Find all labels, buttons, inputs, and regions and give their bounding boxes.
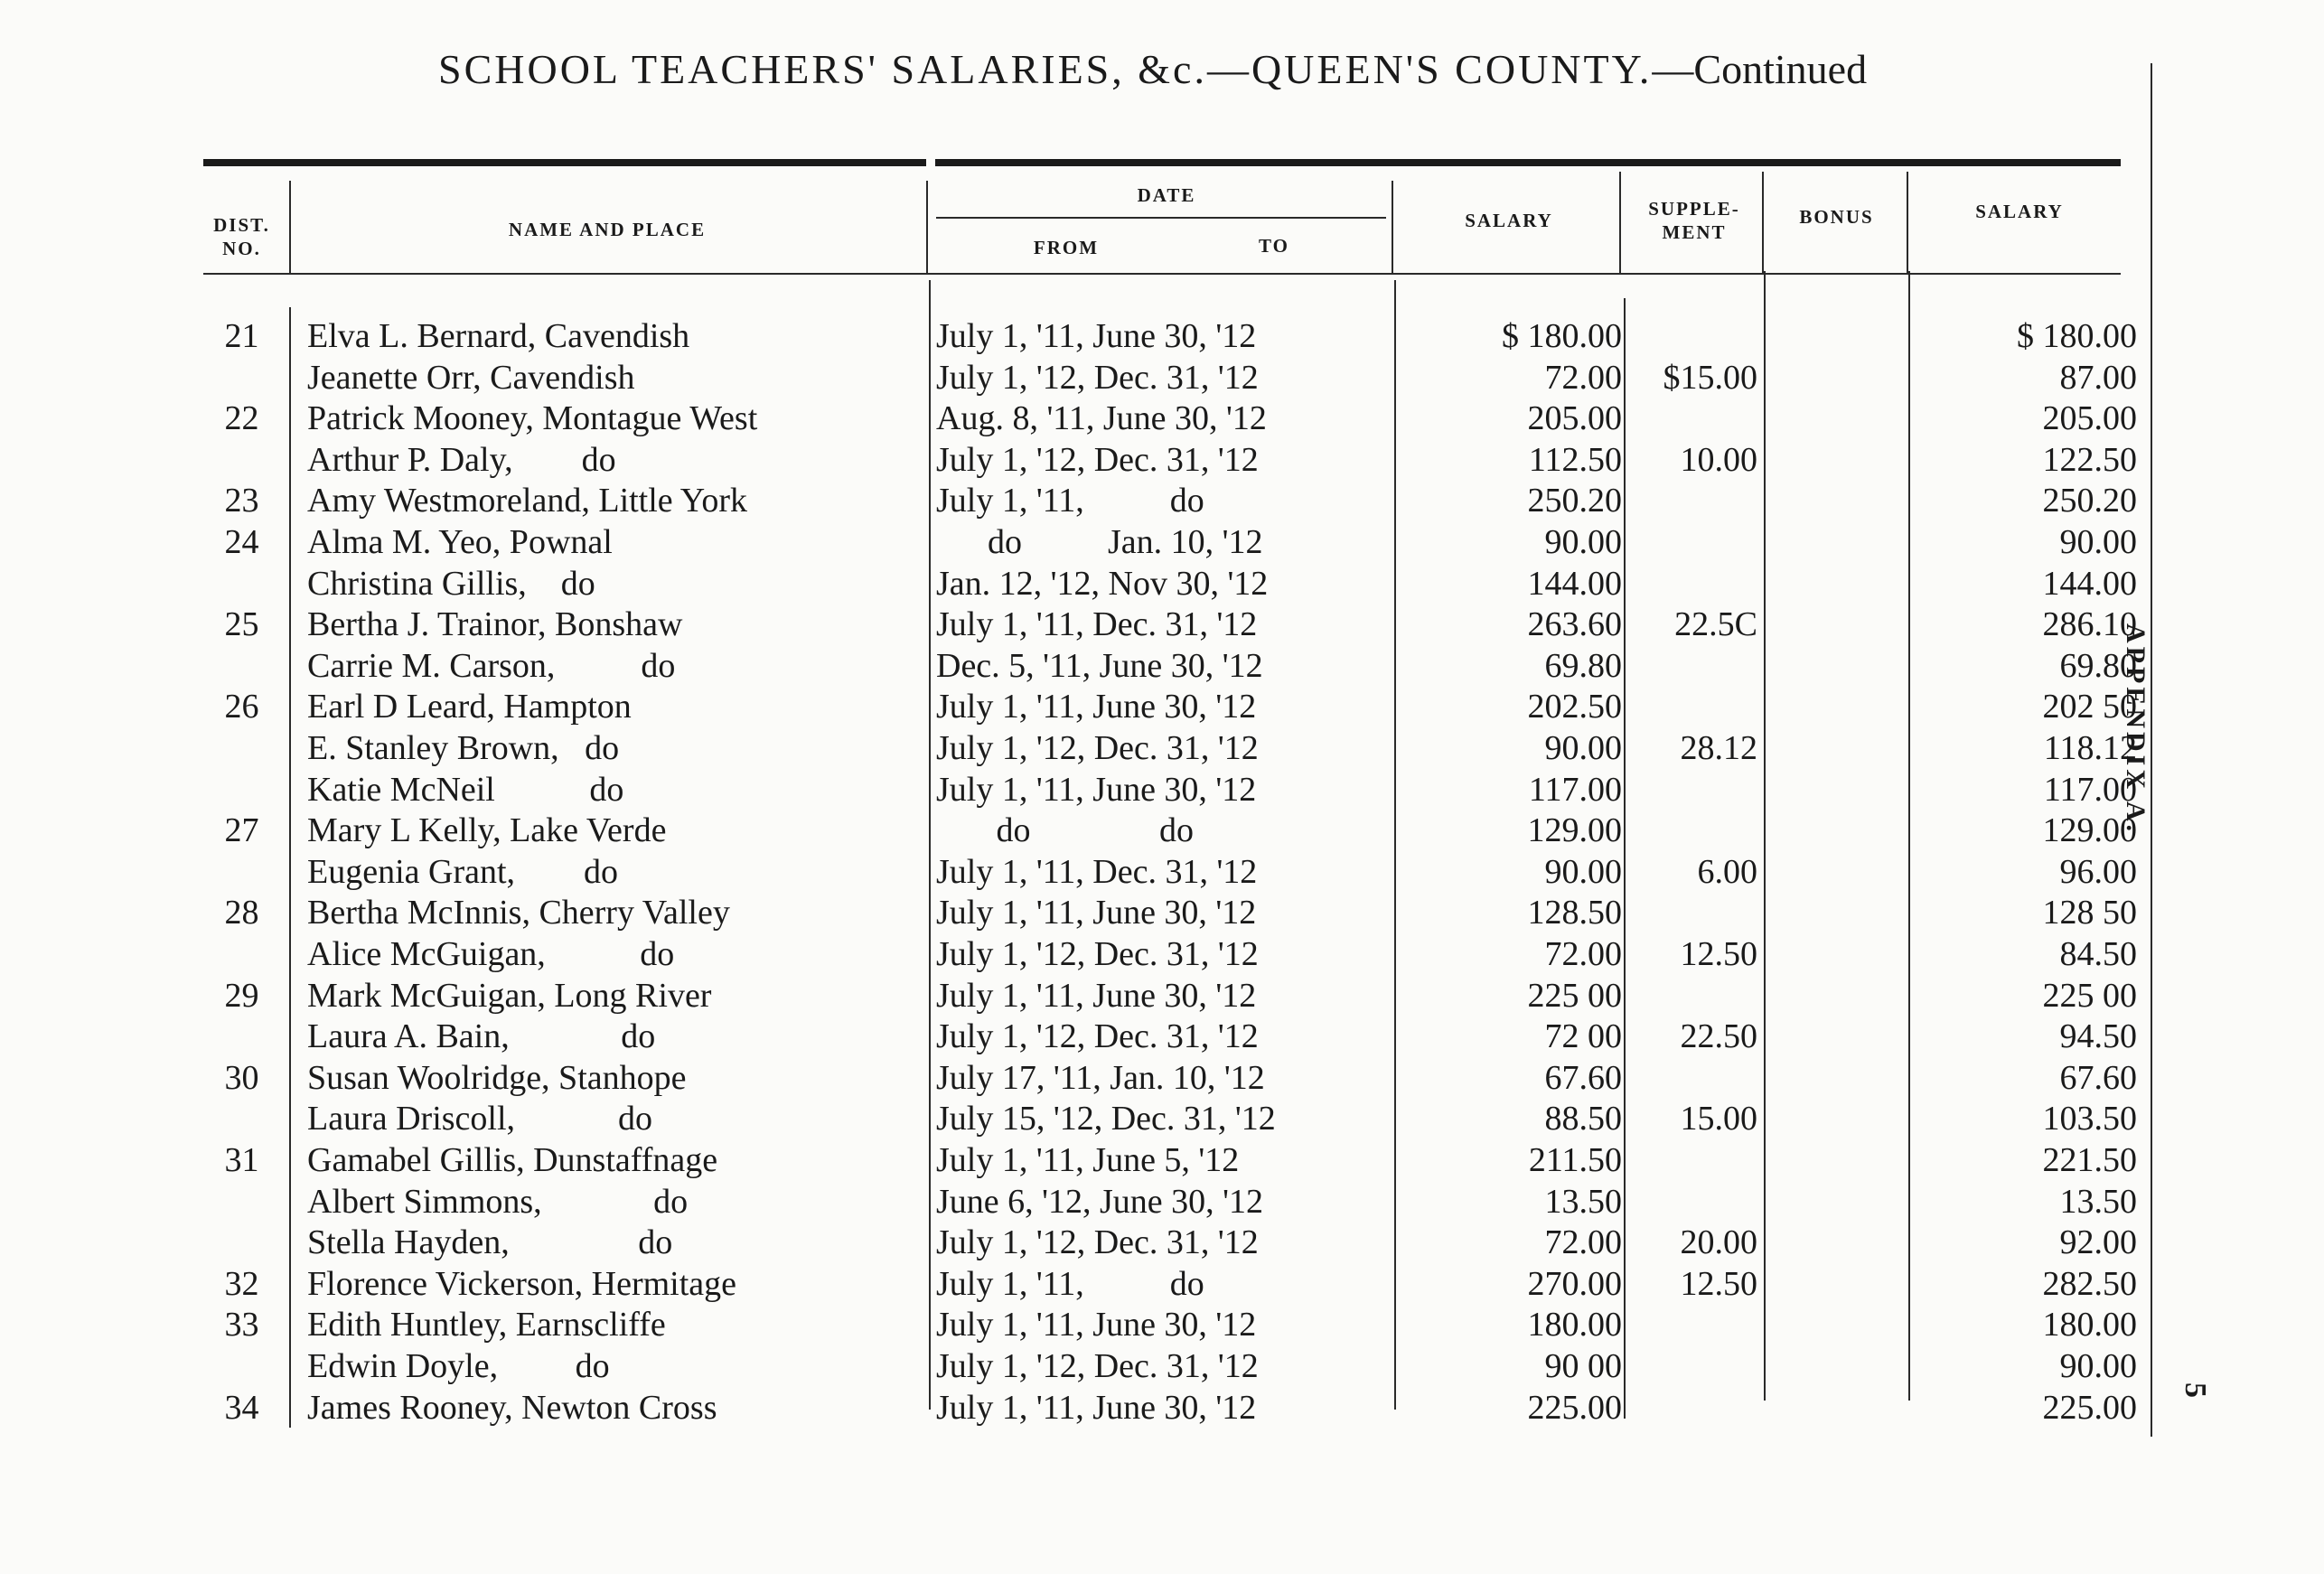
top-rule-right [935,159,2121,166]
total-salary-amount: 92.00 [2059,1223,2137,1262]
header-supplement [1626,197,1762,244]
table-row [0,1182,2324,1223]
date-range: July 1, '12, Dec. 31, '12 [936,935,1259,973]
supplement-amount: 22.5C [1674,605,1757,644]
supplement-amount: 12.50 [1680,1264,1757,1303]
hdr-sep-dist [289,181,291,273]
date-range: July 1, '11, do [936,482,1204,520]
date-range: July 1, '12, Dec. 31, '12 [936,1223,1259,1262]
date-range: July 1, '12, Dec. 31, '12 [936,1347,1259,1385]
total-salary-amount: 103.50 [2042,1100,2137,1138]
total-salary-amount: 67.60 [2059,1058,2137,1097]
table-row [0,852,2324,893]
salary-amount: 117.00 [1528,770,1622,809]
salary-amount: 72 00 [1544,1017,1622,1056]
teacher-name-place: Albert Simmons, do [307,1182,689,1221]
header-supplement-line2: MENT [1662,221,1727,243]
teacher-name-place: Bertha J. Trainor, Bonshaw [307,605,683,644]
title-main: SCHOOL TEACHERS' SALARIES, &c.—QUEEN'S COUNTY. [438,46,1653,92]
header-salary: SALARY [1465,210,1553,231]
table-row [0,893,2324,933]
salary-amount: 90.00 [1544,729,1622,767]
table-row [0,1099,2324,1139]
dist-number: 23 [224,482,259,520]
total-salary-amount: 69.80 [2059,646,2137,685]
salary-amount: 90.00 [1544,852,1622,891]
header-dist-no [203,213,280,260]
teacher-name-place: Mary L Kelly, Lake Verde [307,811,667,850]
teacher-name-place: Patrick Mooney, Montague West [307,399,758,438]
total-salary-amount: 128 50 [2042,894,2137,932]
teacher-name-place: E. Stanley Brown, do [307,729,620,767]
date-range: July 1, '11, June 30, '12 [936,894,1257,932]
date-range: July 1, '12, Dec. 31, '12 [936,729,1259,767]
header-bottom-rule [203,273,2121,275]
dist-number: 25 [224,605,259,644]
total-salary-amount: 225.00 [2042,1388,2137,1427]
table-row [0,1346,2324,1387]
salary-amount: 13.50 [1544,1182,1622,1221]
date-range: July 1, '11, June 30, '12 [936,317,1257,355]
table-row [0,728,2324,769]
total-salary-amount: 122.50 [2042,440,2137,479]
dist-number: 32 [224,1264,259,1303]
salary-amount: 202.50 [1527,688,1622,726]
header-bonus: BONUS [1799,206,1874,228]
dist-number: 21 [224,317,259,355]
total-salary-amount: 90.00 [2059,1347,2137,1385]
table-row [0,1264,2324,1305]
salary-amount: 211.50 [1528,1141,1622,1179]
table-row [0,687,2324,727]
supplement-amount: 10.00 [1680,440,1757,479]
salary-amount: 72.00 [1544,935,1622,973]
date-range: Jan. 12, '12, Nov 30, '12 [936,564,1269,603]
teacher-name-place: Elva L. Bernard, Cavendish [307,317,690,355]
dist-number: 26 [224,688,259,726]
supplement-amount: $15.00 [1663,358,1757,397]
salary-amount: 69.80 [1544,646,1622,685]
date-range: July 1, '11, June 30, '12 [936,688,1257,726]
salary-amount: 90 00 [1544,1347,1622,1385]
total-salary-amount: 250.20 [2042,482,2137,520]
dist-number: 27 [224,811,259,850]
table-row [0,1388,2324,1429]
salary-amount: 180.00 [1527,1306,1622,1344]
teacher-name-place: Gamabel Gillis, Dunstaffnage [307,1141,718,1179]
date-range: July 1, '12, Dec. 31, '12 [936,358,1259,397]
dist-number: 28 [224,894,259,932]
table-row [0,1140,2324,1181]
salary-amount: 112.50 [1528,440,1622,479]
table-row [0,440,2324,481]
total-salary-amount: 90.00 [2059,523,2137,561]
total-salary-amount: $ 180.00 [2017,317,2137,355]
total-salary-amount: 13.50 [2059,1182,2137,1221]
header-date: DATE [1137,184,1196,206]
teacher-name-place: Alice McGuigan, do [307,935,675,973]
teacher-name-place: Carrie M. Carson, do [307,646,676,685]
date-range: July 15, '12, Dec. 31, '12 [936,1100,1276,1138]
salary-amount: 205.00 [1527,399,1622,438]
hdr-sep-name [926,181,928,273]
total-salary-amount: 225 00 [2042,976,2137,1015]
total-salary-amount: 87.00 [2059,358,2137,397]
salary-amount: 270.00 [1527,1264,1622,1303]
teacher-name-place: Bertha McInnis, Cherry Valley [307,894,730,932]
teacher-name-place: Amy Westmoreland, Little York [307,482,748,520]
supplement-amount: 12.50 [1680,935,1757,973]
date-range: do do [936,811,1194,850]
date-range: do Jan. 10, '12 [936,523,1263,561]
header-dist-line1: DIST. [213,214,270,236]
total-salary-amount: 282.50 [2042,1264,2137,1303]
total-salary-amount: 84.50 [2059,935,2137,973]
table-row [0,934,2324,975]
date-range: July 1, '11, June 30, '12 [936,1388,1257,1427]
dist-number: 34 [224,1388,259,1427]
table-row [0,481,2324,521]
header-name-place: NAME AND PLACE [508,219,707,240]
teacher-name-place: Florence Vickerson, Hermitage [307,1264,737,1303]
total-salary-amount: 180.00 [2042,1306,2137,1344]
salary-amount: 250.20 [1527,482,1622,520]
table-row [0,564,2324,604]
hdr-sep-salary [1619,172,1621,273]
salary-amount: 128.50 [1527,894,1622,932]
date-range: Dec. 5, '11, June 30, '12 [936,646,1263,685]
date-range: June 6, '12, June 30, '12 [936,1182,1264,1221]
salary-amount: 88.50 [1544,1100,1622,1138]
dist-number: 22 [224,399,259,438]
salary-amount: 67.60 [1544,1058,1622,1097]
table-row [0,976,2324,1017]
total-salary-amount: 221.50 [2042,1141,2137,1179]
header-dist-line2: NO. [222,238,261,259]
date-range: July 1, '11, do [936,1264,1204,1303]
teacher-name-place: Edith Huntley, Earnscliffe [307,1306,666,1344]
date-range: July 1, '11, Dec. 31, '12 [936,852,1258,891]
title-continued: —Continued [1652,46,1868,92]
hdr-sep-bonus [1907,172,1908,273]
teacher-name-place: Stella Hayden, do [307,1223,673,1262]
teacher-name-place: Earl D Leard, Hampton [307,688,632,726]
teacher-name-place: Susan Woolridge, Stanhope [307,1058,687,1097]
teacher-name-place: Edwin Doyle, do [307,1347,610,1385]
header-supplement-line1: SUPPLE- [1648,198,1740,220]
total-salary-amount: 117.00 [2043,770,2137,809]
appendix-label: APPENDIX A. [2121,623,2151,836]
total-salary-amount: 144.00 [2042,564,2137,603]
table-row [0,522,2324,563]
date-range: Aug. 8, '11, June 30, '12 [936,399,1267,438]
hdr-sep-date [1392,181,1393,273]
teacher-name-place: Laura Driscoll, do [307,1100,653,1138]
table-row [0,604,2324,645]
date-range: July 1, '11, Dec. 31, '12 [936,605,1258,644]
dist-number: 33 [224,1306,259,1344]
table-row [0,398,2324,439]
page-title [438,45,1920,93]
date-range: July 1, '11, June 30, '12 [936,1306,1257,1344]
total-salary-amount: 129.00 [2042,811,2137,850]
date-range: July 1, '11, June 30, '12 [936,976,1257,1015]
total-salary-amount: 205.00 [2042,399,2137,438]
dist-number: 24 [224,523,259,561]
table-row [0,1305,2324,1345]
salary-amount: 129.00 [1527,811,1622,850]
hdr-sep-supp [1762,172,1764,273]
top-rule-left [203,159,926,166]
date-range: July 1, '11, June 30, '12 [936,770,1257,809]
supplement-amount: 15.00 [1680,1100,1757,1138]
date-range: July 1, '12, Dec. 31, '12 [936,1017,1259,1056]
table-row [0,1017,2324,1057]
salary-amount: 72.00 [1544,1223,1622,1262]
salary-amount: 72.00 [1544,358,1622,397]
table-row [0,810,2324,851]
salary-amount: $ 180.00 [1502,317,1622,355]
supplement-amount: 28.12 [1680,729,1757,767]
supplement-amount: 6.00 [1697,852,1757,891]
total-salary-amount: 96.00 [2059,852,2137,891]
page-number: 5 [2179,1382,2212,1398]
header-total-salary: SALARY [1975,201,2064,222]
teacher-name-place: Jeanette Orr, Cavendish [307,358,635,397]
date-underline [936,217,1386,219]
teacher-name-place: Eugenia Grant, do [307,852,619,891]
dist-number: 30 [224,1058,259,1097]
teacher-name-place: James Rooney, Newton Cross [307,1388,717,1427]
salary-amount: 144.00 [1527,564,1622,603]
salary-amount: 225.00 [1527,1388,1622,1427]
total-salary-amount: 94.50 [2059,1017,2137,1056]
header-from: FROM [1033,237,1100,258]
table-row [0,646,2324,687]
header-to: TO [1259,235,1289,257]
teacher-name-place: Mark McGuigan, Long River [307,976,712,1015]
date-range: July 1, '11, June 5, '12 [936,1141,1240,1179]
teacher-name-place: Katie McNeil do [307,770,624,809]
total-salary-amount: 118.12 [2043,729,2137,767]
teacher-name-place: Christina Gillis, do [307,564,595,603]
salary-amount: 263.60 [1527,605,1622,644]
date-range: July 1, '12, Dec. 31, '12 [936,440,1259,479]
table-row [0,358,2324,398]
dist-number: 31 [224,1141,259,1179]
teacher-name-place: Laura A. Bain, do [307,1017,656,1056]
total-salary-amount: 286.10 [2042,605,2137,644]
table-row [0,770,2324,810]
date-range: July 17, '11, Jan. 10, '12 [936,1058,1265,1097]
dist-number: 29 [224,976,259,1015]
table-row [0,316,2324,357]
total-salary-amount: 202 50 [2042,688,2137,726]
salary-amount: 90.00 [1544,523,1622,561]
supplement-amount: 20.00 [1680,1223,1757,1262]
table-row [0,1223,2324,1263]
table-row [0,1058,2324,1099]
teacher-name-place: Alma M. Yeo, Pownal [307,523,613,561]
teacher-name-place: Arthur P. Daly, do [307,440,616,479]
supplement-amount: 22.50 [1680,1017,1757,1056]
salary-amount: 225 00 [1527,976,1622,1015]
